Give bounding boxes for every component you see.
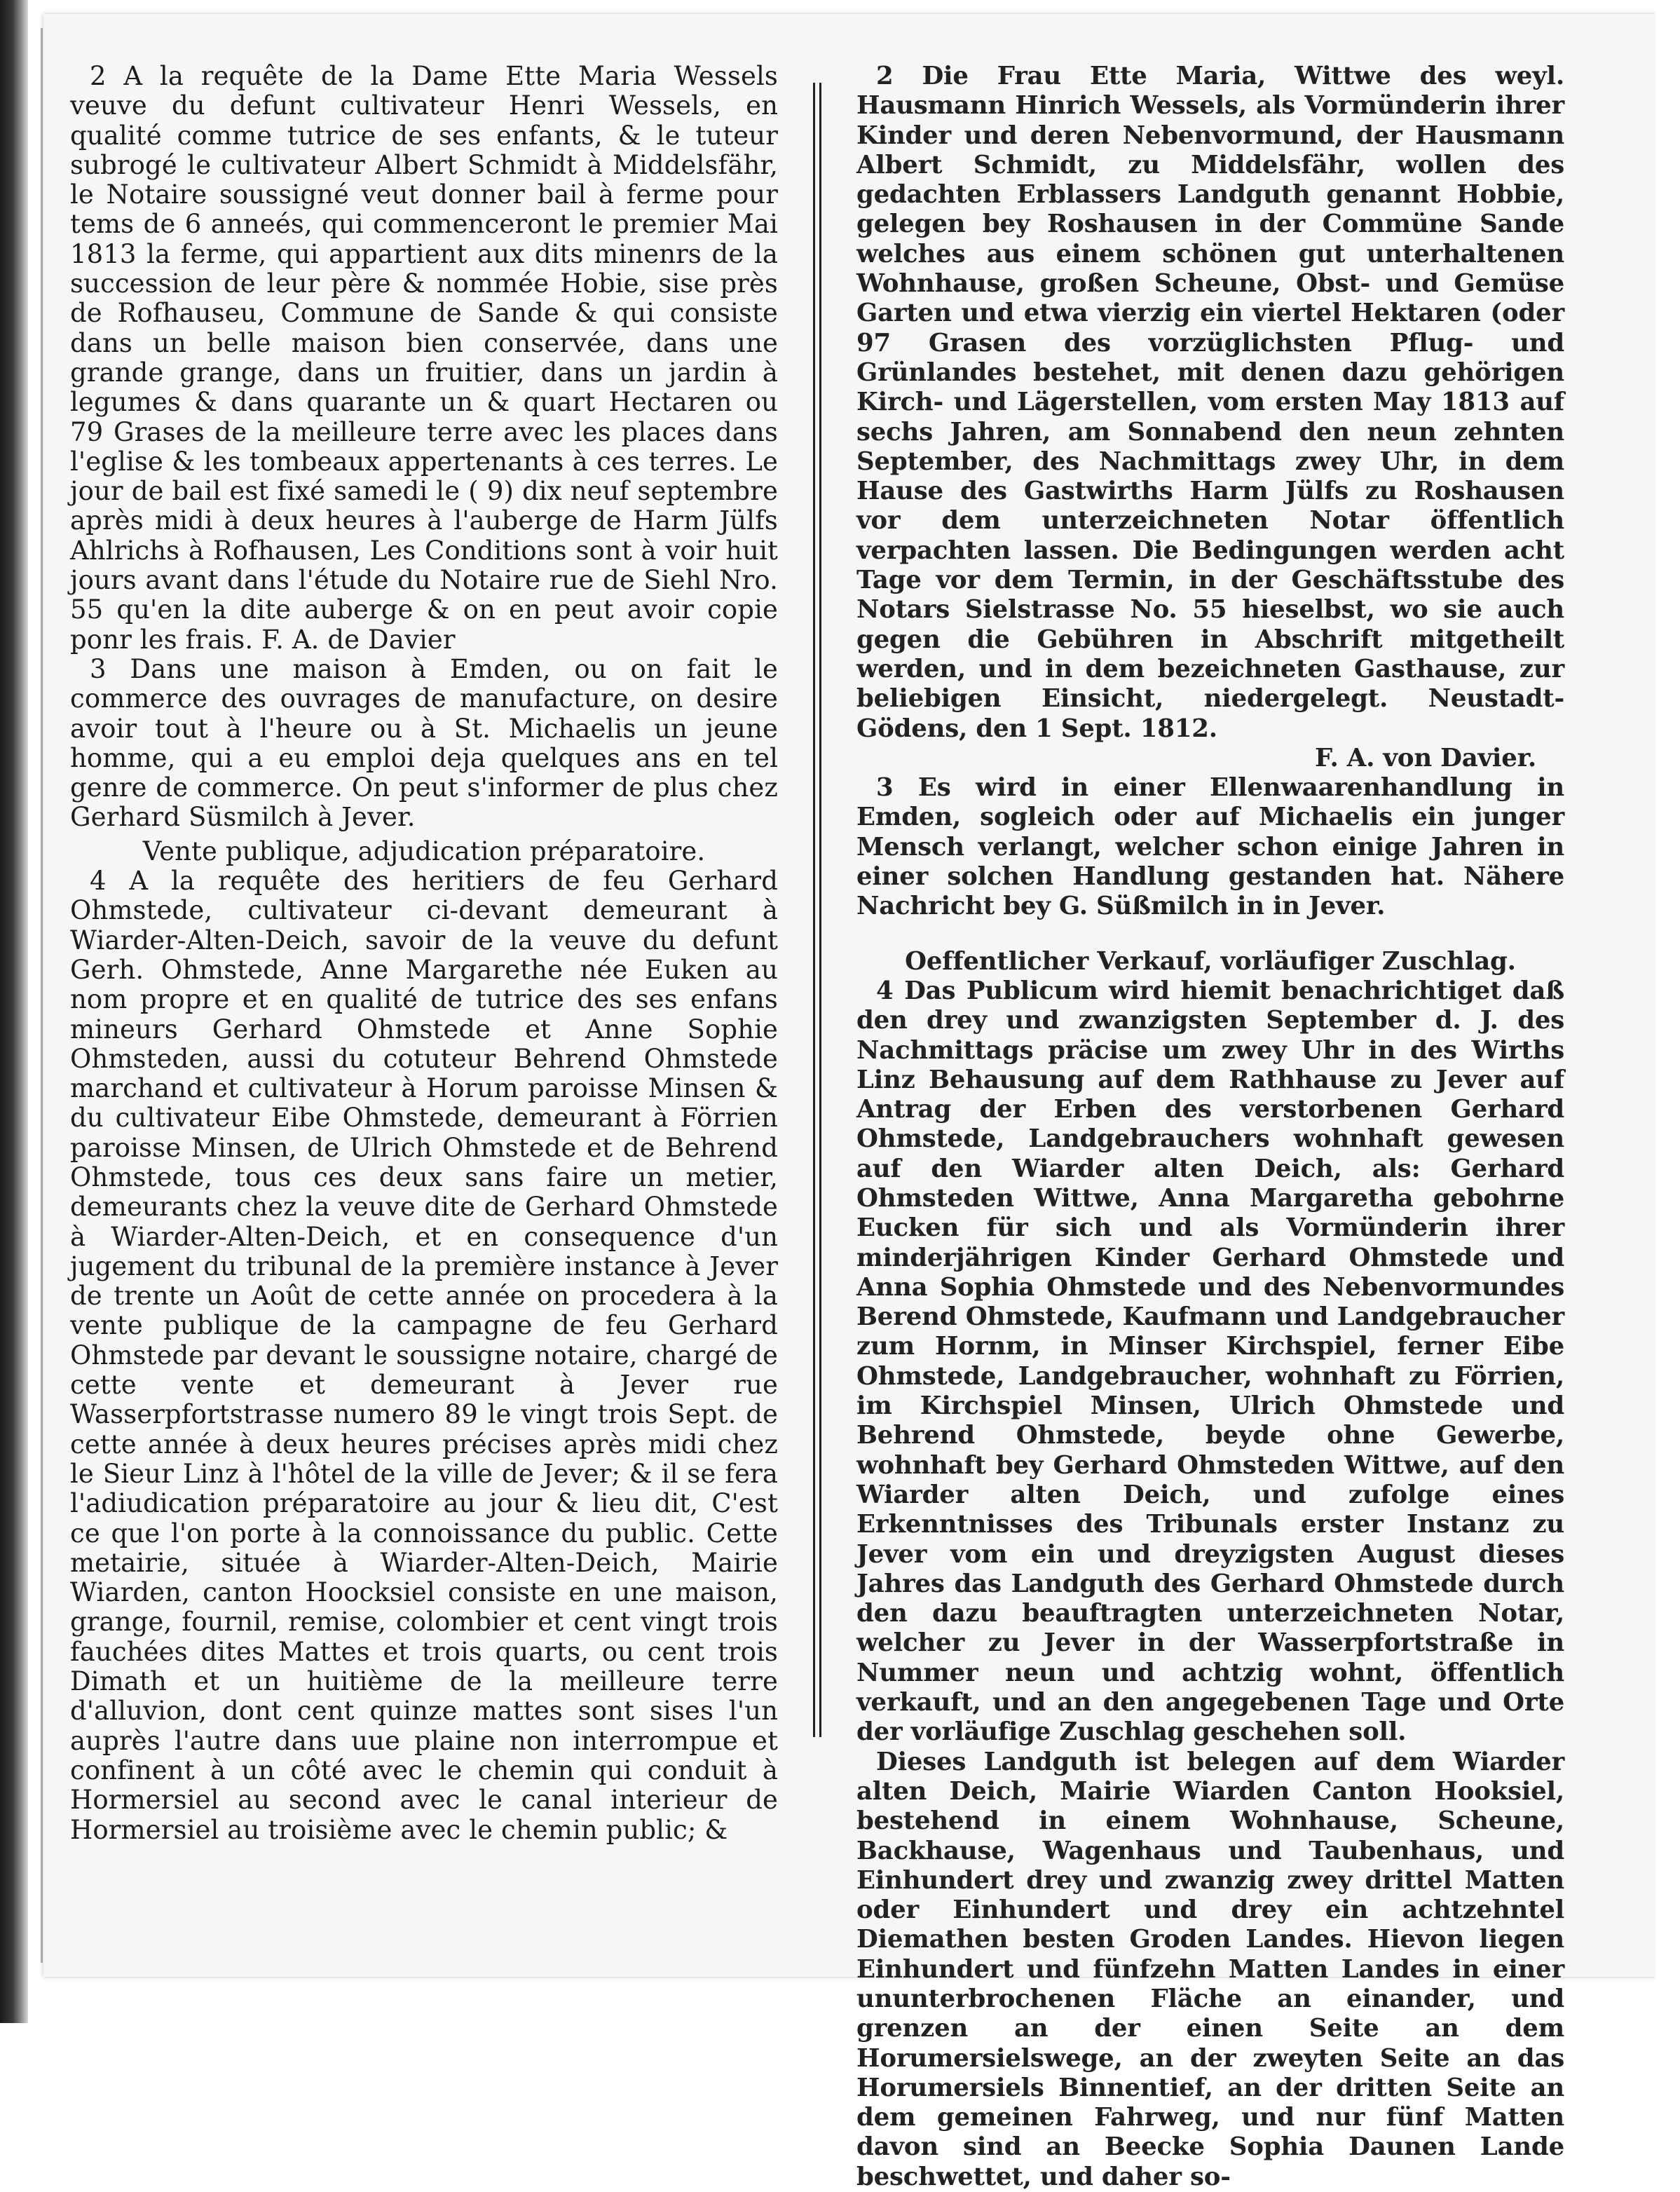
german-notice-2: 2 Die Frau Ette Maria, Wittwe des weyl. Hausmann Hinrich Wessels, als Vormünderin ihrer Kinder und deren Nebenvormund, der Hausmann Albert Schmidt, zu Middelsfähr, wollen des gedachten Erblassers Landguth genannt Hobbie, gelegen bey Roshausen in der Commüne Sande welches aus einem schönen gut unterhaltenen Wohnhause, großen Scheune, Obst- und Gemüse Garten und etwa vierzig ein viertel Hektaren (oder 97 Grasen des vorzüglichsten Pflug- und Grünlandes bestehet, mit denen dazu gehörigen Kirch- und Lägerstellen, vom ersten May 1813 auf sechs Jahren, am Sonnabend den neun zehnten September, des Nachmittags zwey Uhr, in dem Hause des Gastwirths Harm Jülfs zu Roshausen vor dem unterzeichneten Notar öffentlich verpachten lassen. Die Bedingungen werden acht Tage vor dem Termin, in der Geschäftsstube des Notars Sielstrasse No. 55 hieselbst, wo sie auch gegen die Gebühren in Abschrift mitgetheilt werden, und in dem bezeichneten Gasthause, zur beliebigen Einsicht, niedergelegt. Neustadt-Gödens, den 1 Sept. 1812. xyxy=(856,62,1564,743)
spine-shadow xyxy=(41,28,43,1963)
spacer xyxy=(856,922,1564,943)
german-notice-3: 3 Es wird in einer Ellenwaarenhandlung in Emden, sogleich oder auf Michaelis ein junger Mensch verlangt, welcher schon einige Jahren in einer solchen Handlung gestanden hat. Nähere Nachricht bey G. Süßmilch in in Jever. xyxy=(856,773,1564,921)
french-column xyxy=(70,62,778,1845)
french-notice-4: 4 A la requête des heritiers de feu Gerhard Ohmstede, cultivateur ci-devant demeurant à Wiarder-Alten-Deich, savoir de la veuve du defunt Gerh. Ohmstede, Anne Margarethe née Euken au nom propre et en qualité de tutrice des ses enfans mineurs Gerhard Ohmstede et Anne Sophie Ohmsteden, aussi du cotuteur Behrend Ohmstede marchand et cultivateur à Horum paroisse Minsen & du cultivateur Eibe Ohmstede, demeurant à Förrien paroisse Minsen, de Ulrich Ohmstede et de Behrend Ohmstede, tous ces deux sans faire un metier, demeurants chez la veuve dite de Gerhard Ohmstede à Wiarder-Alten-Deich, et en consequence d'un jugement du tribunal de la première instance à Jever de trente un Août de cette année on procedera à la vente publique de la campagne de feu Gerhard Ohmstede par devant le soussigne notaire, chargé de cette vente et demeurant à Jever rue Wasserpfortstrasse numero 89 le vingt trois Sept. de cette année à deux heures précises après midi chez le Sieur Linz à l'hôtel de la ville de Jever; & il se fera l'adiudication préparatoire au jour & lieu dit, C'est ce que l'on porte à la connoissance du public. Cette metairie, située à Wiarder-Alten-Deich, Mairie Wiarden, canton Hoocksiel consiste en une maison, grange, fournil, remise, colombier et cent vingt trois fauchées dites Mattes et trois quarts, ou cent trois Dimath et un huitième de la meilleure terre d'alluvion, dont cent quinze mattes sont sises l'un auprès l'autre dans uue plaine non interrompue et confinent à un côté avec le chemin qui conduit à Hormersiel au second avec le canal interieur de Hormersiel au troisième avec le chemin public; & xyxy=(70,866,778,1845)
french-notice-3: 3 Dans une maison à Emden, ou on fait le commerce des ouvrages de manufacture, on desire avoir tout à l'heure ou à St. Michaelis un jeune homme, qui a eu emploi deja quelques ans en tel genre de commerce. On peut s'informer de plus chez Gerhard Süsmilch à Jever. xyxy=(70,653,778,833)
scan-right-edge xyxy=(1655,0,1680,2023)
french-heading-4: Vente publique, adjudication préparatoire. xyxy=(142,836,706,866)
german-heading-4: Oeffentlicher Verkauf, vorläufiger Zuschlag. xyxy=(905,946,1516,976)
scan-left-edge xyxy=(0,0,28,2023)
column-divider xyxy=(813,83,821,1737)
german-column xyxy=(856,62,1564,2192)
french-notice-2: 2 A la requête de la Dame Ette Maria Wessels veuve du defunt cultivateur Henri Wessels, en qualité comme tutrice de ses enfants, & le tuteur subrogé le cultivateur Albert Schmidt à Middelsfähr, le Notaire soussigné veut donner bail à ferme pour tems de 6 anneés, qui commenceront le premier Mai 1813 la ferme, qui appartient aux dits minenrs de la succession de leur père & nommée Hobie, sise près de Rofhauseu, Commune de Sande & qui consiste dans un belle maison bien conservée, dans une grande grange, dans un fruitier, dans un jardin à legumes & dans quarante un & quart Hectaren ou 79 Grases de la meilleure terre avec les places dans l'eglise & les tombeaux appertenants à ces terres. Le jour de bail est fixé samedi le ( 9) dix neuf septembre après midi à deux heures à l'auberge de Harm Jülfs Ahlrichs à Rofhausen, Les Conditions sont à voir huit jours avant dans l'étude du Notaire rue de Siehl Nro. 55 qu'en la dite auberge & on en peut avoir copie ponr les frais. F. A. de Davier xyxy=(70,61,778,655)
german-notice-4: 4 Das Publicum wird hiemit benachrichtiget daß den drey und zwanzigsten September d. J. des Nachmittags präcise um zwey Uhr in des Wirths Linz Behausung auf dem Rathhause zu Jever auf Antrag der Erben des verstorbenen Gerhard Ohmstede, Landgebrauchers wohnhaft gewesen auf den Wiarder alten Deich, als: Gerhard Ohmsteden Wittwe, Anna Margaretha gebohrne Eucken für sich und als Vormünderin ihrer minderjährigen Kinder Gerhard Ohmstede und Anna Sophia Ohmstede und des Nebenvormundes Berend Ohmstede, Kaufmann und Landgebraucher zum Hornm, in Minser Kirchspiel, ferner Eibe Ohmstede, Landgebraucher, wohnhaft zu Förrien, im Kirchspiel Minsen, Ulrich Ohmstede und Behrend Ohmstede, beyde ohne Gewerbe, wohnhaft bey Gerhard Ohmsteden Wittwe, auf den Wiarder alten Deich, und zufolge eines Erkenntnisses des Tribunals erster Instanz zu Jever vom ein und dreyzigsten August dieses Jahres das Landguth des Gerhard Ohmstede durch den dazu beauftragten unterzeichneten Notar, welcher zu Jever in der Wasserpfortstraße in Nummer neun und achtzig wohnt, öffentlich verkauft, und an den angegebenen Tage und Orte der vorläufige Zuschlag geschehen soll. xyxy=(856,976,1564,1747)
german-notice-4b: Dieses Landguth ist belegen auf dem Wiarder alten Deich, Mairie Wiarden Canton Hooksiel, bestehend in einem Wohnhause, Scheune, Backhause, Wagenhaus und Taubenhaus, und Einhundert drey und zwanzig zwey drittel Matten oder Einhundert und drey ein achtzehntel Diemathen besten Groden Landes. Hievon liegen Einhundert und fünfzehn Matten Landes in einer ununterbrochenen Fläche an einander, und grenzen an der einen Seite an dem Horumersielswege, an der zweyten Seite an das Horumersiels Binnentief, an der dritten Seite an dem gemeinen Fahrweg, und nur fünf Matten davon sind an Beecke Sophia Daunen Lande beschwettet, und daher so- xyxy=(856,1747,1564,2191)
german-signature-2: F. A. von Davier. xyxy=(1315,743,1536,772)
